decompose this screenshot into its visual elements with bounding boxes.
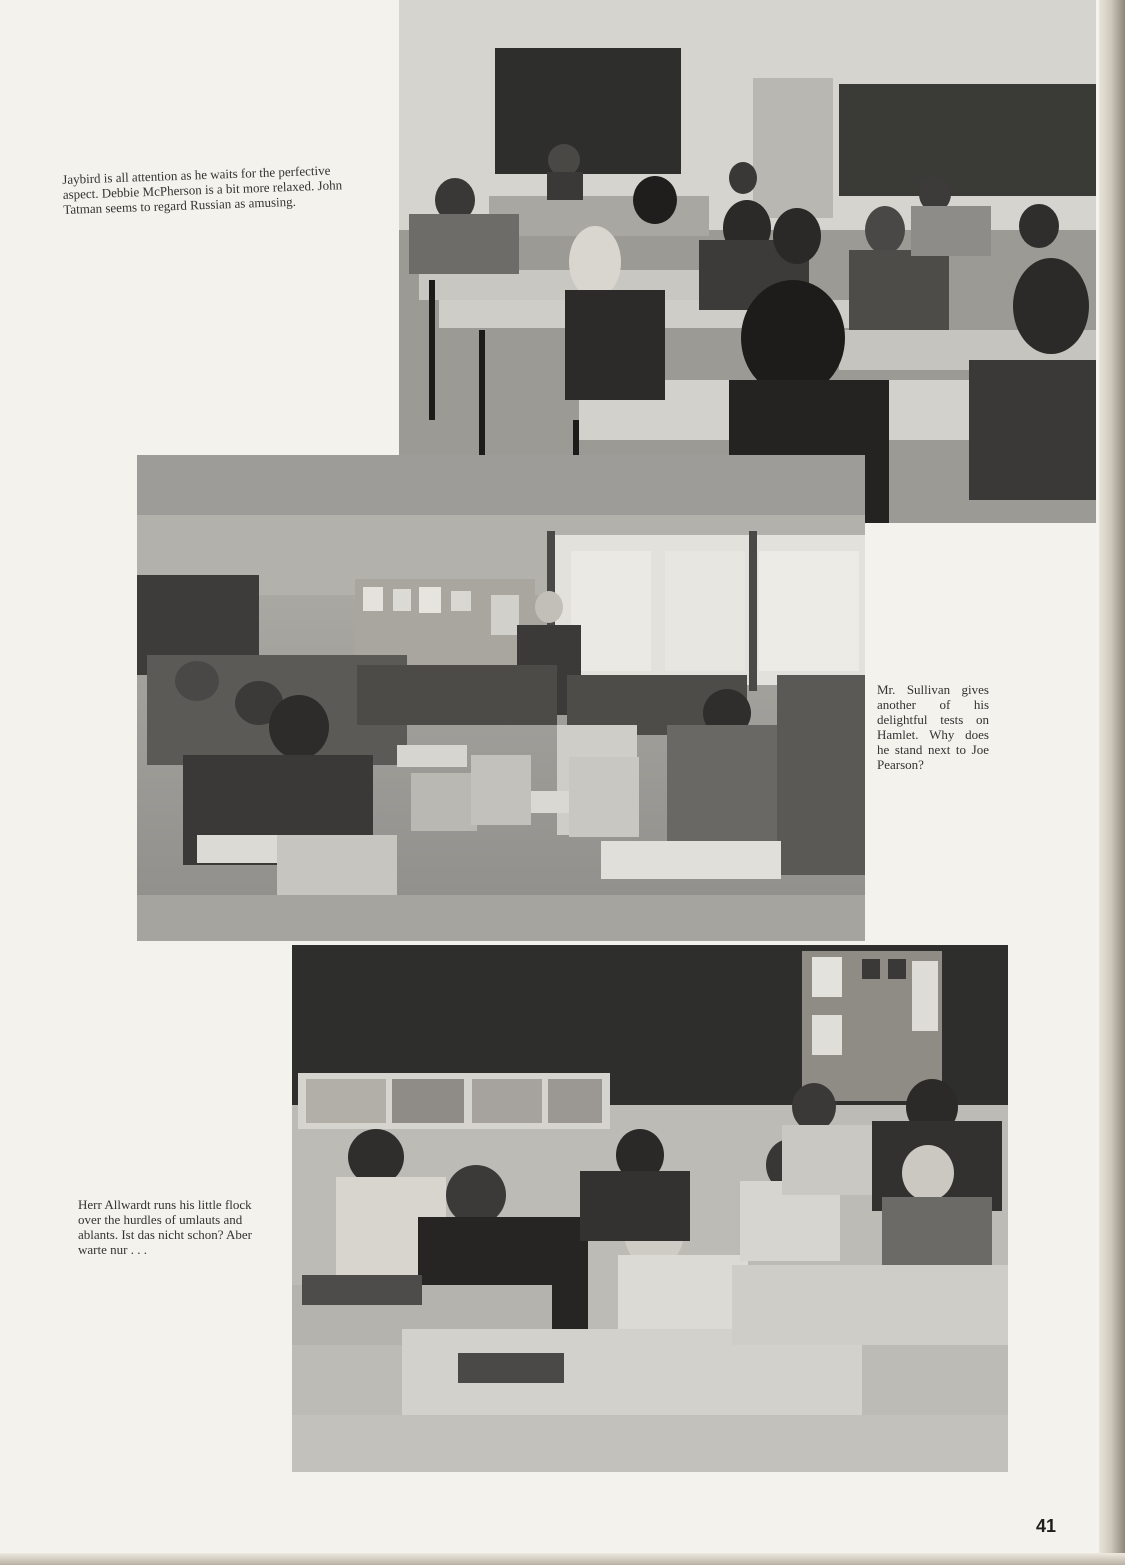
photo-german-class-illustration [292, 945, 1008, 1472]
page-edge-right [1099, 0, 1125, 1565]
photo-hamlet-test-illustration [137, 455, 865, 941]
page-number: 41 [1036, 1516, 1057, 1536]
photo-hamlet-test [137, 455, 865, 941]
caption-german-class: Herr Allwardt runs his little flock over the hurdles of umlauts and ablants. Ist das nicht schon? Aber warte nur . . . [78, 1197, 253, 1257]
caption-hamlet-test: Mr. Sullivan gives another of his delightful tests on Hamlet. Why does he stand next to Joe Pearson? [877, 682, 989, 772]
photo-russian-class [399, 0, 1096, 523]
page-edge-bottom [0, 1553, 1125, 1565]
caption-russian-class: Jaybird is all attention as he waits for the perfective aspect. Debbie McPherson is a bit more relaxed. John Tatman seems to regard Russian as amusing. [62, 162, 343, 217]
photo-russian-class-illustration [399, 0, 1096, 523]
photo-german-class [292, 945, 1008, 1472]
